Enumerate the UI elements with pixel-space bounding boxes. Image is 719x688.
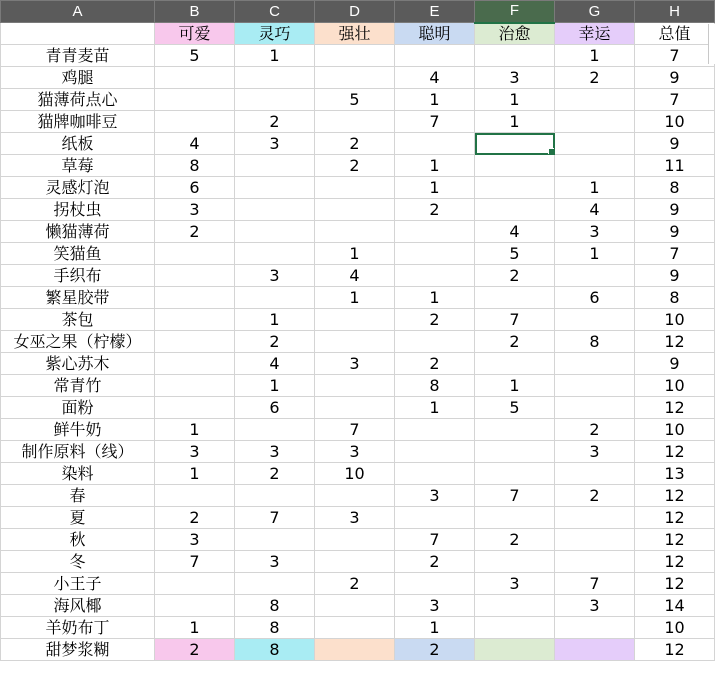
cell-g[interactable]: 1 xyxy=(555,177,635,199)
cell-d[interactable]: 1 xyxy=(315,243,395,265)
cell-g[interactable] xyxy=(555,507,635,529)
cell-f[interactable]: 7 xyxy=(475,309,555,331)
cell-c[interactable] xyxy=(235,573,315,595)
cell-h[interactable]: 7 xyxy=(635,243,715,265)
item-name-cell[interactable]: 猫牌咖啡豆 xyxy=(1,111,155,133)
cell-g[interactable]: 4 xyxy=(555,199,635,221)
cell-e[interactable]: 7 xyxy=(395,529,475,551)
column-header-g[interactable]: G xyxy=(555,1,635,23)
cell-b[interactable] xyxy=(155,243,235,265)
table-row xyxy=(1,221,715,243)
cell-f[interactable]: 1 xyxy=(475,111,555,133)
cell-e[interactable]: 1 xyxy=(395,89,475,111)
cell-f[interactable] xyxy=(475,441,555,463)
cell-c[interactable] xyxy=(235,287,315,309)
cell-b[interactable]: 4 xyxy=(155,133,235,155)
item-name-cell[interactable]: 秋 xyxy=(1,529,155,551)
cell-b[interactable]: 1 xyxy=(155,463,235,485)
item-name-cell[interactable]: 繁星胶带 xyxy=(1,287,155,309)
table-row xyxy=(1,287,715,309)
item-name-cell[interactable]: 鲜牛奶 xyxy=(1,419,155,441)
item-name-cell[interactable]: 拐杖虫 xyxy=(1,199,155,221)
table-row xyxy=(1,573,715,595)
cell-g[interactable] xyxy=(555,309,635,331)
cell-e[interactable]: 1 xyxy=(395,287,475,309)
cell-h[interactable]: 8 xyxy=(635,287,715,309)
item-name-cell[interactable]: 茶包 xyxy=(1,309,155,331)
cell-d[interactable] xyxy=(315,45,395,67)
cell-f[interactable]: 7 xyxy=(475,485,555,507)
cell-h[interactable]: 12 xyxy=(635,397,715,419)
cell-e[interactable] xyxy=(395,331,475,353)
cell-h[interactable]: 12 xyxy=(635,331,715,353)
attribute-header-g[interactable]: 幸运 xyxy=(555,23,635,45)
cell-c[interactable] xyxy=(235,67,315,89)
cell-h[interactable]: 8 xyxy=(635,177,715,199)
cell-c[interactable]: 2 xyxy=(235,331,315,353)
cell-e[interactable] xyxy=(395,441,475,463)
cell-g[interactable] xyxy=(555,155,635,177)
cell-g[interactable] xyxy=(555,529,635,551)
cell-g[interactable] xyxy=(555,89,635,111)
cell-h[interactable]: 12 xyxy=(635,573,715,595)
item-name-cell[interactable]: 夏 xyxy=(1,507,155,529)
cell-d[interactable] xyxy=(315,485,395,507)
cell-d[interactable]: 2 xyxy=(315,573,395,595)
table-row xyxy=(1,551,715,573)
cell-f[interactable]: 2 xyxy=(475,529,555,551)
item-name-cell[interactable]: 冬 xyxy=(1,551,155,573)
cell-f[interactable] xyxy=(475,287,555,309)
cell-h[interactable]: 7 xyxy=(635,45,715,67)
cell-e[interactable]: 1 xyxy=(395,177,475,199)
cell-f[interactable] xyxy=(475,155,555,177)
cell-d[interactable]: 3 xyxy=(315,441,395,463)
item-name-cell[interactable]: 女巫之果（柠檬） xyxy=(1,331,155,353)
cell-f[interactable] xyxy=(475,617,555,639)
cell-d[interactable] xyxy=(315,595,395,617)
cell-e[interactable]: 7 xyxy=(395,111,475,133)
item-name-cell[interactable]: 猫薄荷点心 xyxy=(1,89,155,111)
cell-c[interactable]: 8 xyxy=(235,639,315,661)
cell-f[interactable] xyxy=(475,507,555,529)
cell-c[interactable] xyxy=(235,243,315,265)
cell-g[interactable] xyxy=(555,265,635,287)
attribute-header-e[interactable]: 聪明 xyxy=(395,23,475,45)
item-name-cell[interactable]: 海风椰 xyxy=(1,595,155,617)
cell-g[interactable]: 3 xyxy=(555,441,635,463)
cell-e[interactable] xyxy=(395,463,475,485)
cell-b[interactable]: 2 xyxy=(155,507,235,529)
cell-e[interactable]: 2 xyxy=(395,353,475,375)
cell-f[interactable] xyxy=(475,353,555,375)
attribute-header-b[interactable]: 可爱 xyxy=(155,23,235,45)
cell-f[interactable]: 2 xyxy=(475,331,555,353)
table-row xyxy=(1,419,715,441)
attribute-header-c[interactable]: 灵巧 xyxy=(235,23,315,45)
table-row xyxy=(1,507,715,529)
table-row xyxy=(1,155,715,177)
cell-b[interactable] xyxy=(155,309,235,331)
item-name-cell[interactable]: 懒猫薄荷 xyxy=(1,221,155,243)
item-name-cell[interactable]: 甜梦浆糊 xyxy=(1,639,155,661)
cell-b[interactable]: 1 xyxy=(155,617,235,639)
cell-d[interactable] xyxy=(315,617,395,639)
cell-e[interactable]: 2 xyxy=(395,199,475,221)
cell-d[interactable]: 7 xyxy=(315,419,395,441)
table-row xyxy=(1,45,715,67)
cell-c[interactable]: 2 xyxy=(235,463,315,485)
cell-h[interactable]: 9 xyxy=(635,133,715,155)
cell-b[interactable]: 7 xyxy=(155,551,235,573)
cell-f[interactable]: 2 xyxy=(475,265,555,287)
cell-b[interactable] xyxy=(155,595,235,617)
cell-h[interactable]: 10 xyxy=(635,375,715,397)
cell-h[interactable]: 9 xyxy=(635,353,715,375)
cell-f[interactable]: 3 xyxy=(475,573,555,595)
cell-g[interactable]: 1 xyxy=(555,45,635,67)
cell-b[interactable]: 3 xyxy=(155,199,235,221)
cell-b[interactable] xyxy=(155,67,235,89)
cell-f[interactable] xyxy=(475,639,555,661)
cell-d[interactable] xyxy=(315,331,395,353)
item-name-cell[interactable]: 笑猫鱼 xyxy=(1,243,155,265)
cell-e[interactable] xyxy=(395,265,475,287)
cell-c[interactable]: 3 xyxy=(235,441,315,463)
cell-c[interactable]: 3 xyxy=(235,133,315,155)
cell-g[interactable] xyxy=(555,463,635,485)
column-header-f[interactable]: F xyxy=(475,1,555,23)
cell-b[interactable] xyxy=(155,89,235,111)
cell-f[interactable]: 1 xyxy=(475,375,555,397)
cell-c[interactable] xyxy=(235,419,315,441)
cell-e[interactable] xyxy=(395,573,475,595)
cell-c[interactable]: 1 xyxy=(235,375,315,397)
cell-b[interactable] xyxy=(155,573,235,595)
cell-c[interactable] xyxy=(235,485,315,507)
cell-c[interactable] xyxy=(235,199,315,221)
cell-f[interactable] xyxy=(475,45,555,67)
table-row xyxy=(1,133,715,155)
cell-g[interactable] xyxy=(555,353,635,375)
cell-f[interactable] xyxy=(475,199,555,221)
cell-e[interactable] xyxy=(395,243,475,265)
cell-g[interactable] xyxy=(555,397,635,419)
attribute-header-row xyxy=(1,23,715,45)
cell-e[interactable] xyxy=(395,507,475,529)
cell-e[interactable] xyxy=(395,133,475,155)
cell-g[interactable]: 2 xyxy=(555,419,635,441)
cell-d[interactable]: 10 xyxy=(315,463,395,485)
cell-b[interactable] xyxy=(155,287,235,309)
cell-c[interactable] xyxy=(235,89,315,111)
item-name-cell[interactable]: 鸡腿 xyxy=(1,67,155,89)
item-name-cell[interactable]: 制作原料（线） xyxy=(1,441,155,463)
cell-b[interactable]: 2 xyxy=(155,639,235,661)
cell-b[interactable]: 8 xyxy=(155,155,235,177)
cell-b[interactable]: 5 xyxy=(155,45,235,67)
cell-b[interactable]: 3 xyxy=(155,441,235,463)
cell-b[interactable]: 1 xyxy=(155,419,235,441)
cell-f[interactable] xyxy=(475,595,555,617)
cell-d[interactable] xyxy=(315,529,395,551)
table-row xyxy=(1,243,715,265)
cell-e[interactable]: 4 xyxy=(395,67,475,89)
fill-handle[interactable] xyxy=(548,148,555,155)
table-row xyxy=(1,177,715,199)
cell-h[interactable]: 12 xyxy=(635,485,715,507)
cell-b[interactable]: 2 xyxy=(155,221,235,243)
cell-g[interactable]: 2 xyxy=(555,67,635,89)
cell-h[interactable]: 10 xyxy=(635,309,715,331)
cell-b[interactable] xyxy=(155,111,235,133)
cell-g[interactable]: 7 xyxy=(555,573,635,595)
cell-b[interactable]: 6 xyxy=(155,177,235,199)
cell-g[interactable] xyxy=(555,639,635,661)
cell-b[interactable] xyxy=(155,375,235,397)
cell-d[interactable] xyxy=(315,639,395,661)
cell-f[interactable] xyxy=(475,177,555,199)
table-row xyxy=(1,265,715,287)
cell-d[interactable] xyxy=(315,397,395,419)
table-row xyxy=(1,111,715,133)
cell-f[interactable] xyxy=(475,419,555,441)
cell-e[interactable]: 2 xyxy=(395,309,475,331)
cell-e[interactable] xyxy=(395,221,475,243)
attribute-header-f[interactable]: 治愈 xyxy=(475,23,555,45)
active-cell[interactable] xyxy=(475,133,555,155)
table-row xyxy=(1,89,715,111)
cell-e[interactable]: 3 xyxy=(395,485,475,507)
cell-h[interactable]: 10 xyxy=(635,419,715,441)
cell-h[interactable]: 7 xyxy=(635,89,715,111)
cell-f[interactable]: 3 xyxy=(475,67,555,89)
cell-d[interactable]: 3 xyxy=(315,353,395,375)
cell-d[interactable] xyxy=(315,551,395,573)
cell-g[interactable] xyxy=(555,133,635,155)
cell-d[interactable]: 1 xyxy=(315,287,395,309)
cell-f[interactable] xyxy=(475,463,555,485)
cell-c[interactable] xyxy=(235,155,315,177)
cell-e[interactable]: 3 xyxy=(395,595,475,617)
cell-h[interactable]: 9 xyxy=(635,67,715,89)
cell-g[interactable] xyxy=(555,617,635,639)
item-name-cell[interactable]: 青青麦苗 xyxy=(1,45,155,67)
cell-c[interactable] xyxy=(235,529,315,551)
cell-b[interactable] xyxy=(155,353,235,375)
right-edge-partial-column xyxy=(708,24,719,64)
item-name-cell[interactable]: 染料 xyxy=(1,463,155,485)
cell-d[interactable] xyxy=(315,67,395,89)
cell-h[interactable]: 12 xyxy=(635,639,715,661)
cell-h[interactable]: 9 xyxy=(635,199,715,221)
cell-g[interactable] xyxy=(555,111,635,133)
column-header-h[interactable]: H xyxy=(635,1,715,23)
column-header-b[interactable]: B xyxy=(155,1,235,23)
item-name-cell[interactable]: 春 xyxy=(1,485,155,507)
item-name-cell[interactable]: 灵感灯泡 xyxy=(1,177,155,199)
cell-d[interactable]: 5 xyxy=(315,89,395,111)
cell-h[interactable]: 10 xyxy=(635,617,715,639)
table-row xyxy=(1,353,715,375)
item-name-cell[interactable]: 羊奶布丁 xyxy=(1,617,155,639)
cell-d[interactable]: 4 xyxy=(315,265,395,287)
cell-g[interactable]: 8 xyxy=(555,331,635,353)
cell-c[interactable]: 8 xyxy=(235,617,315,639)
cell-c[interactable]: 4 xyxy=(235,353,315,375)
cell-d[interactable] xyxy=(315,177,395,199)
cell-d[interactable] xyxy=(315,199,395,221)
item-name-cell[interactable]: 手织布 xyxy=(1,265,155,287)
cell-d[interactable]: 2 xyxy=(315,133,395,155)
item-name-cell[interactable]: 紫心苏木 xyxy=(1,353,155,375)
cell-e[interactable]: 1 xyxy=(395,155,475,177)
table-row xyxy=(1,639,715,661)
cell-b[interactable]: 3 xyxy=(155,529,235,551)
cell-c[interactable] xyxy=(235,177,315,199)
cell-e[interactable]: 2 xyxy=(395,551,475,573)
column-header-e[interactable]: E xyxy=(395,1,475,23)
cell-b[interactable] xyxy=(155,265,235,287)
cell-c[interactable]: 3 xyxy=(235,551,315,573)
column-header-a[interactable]: A xyxy=(1,1,155,23)
cell-b[interactable] xyxy=(155,331,235,353)
table-row xyxy=(1,595,715,617)
cell-h[interactable]: 12 xyxy=(635,441,715,463)
cell-h[interactable]: 9 xyxy=(635,221,715,243)
cell-f[interactable]: 5 xyxy=(475,243,555,265)
cell-c[interactable]: 7 xyxy=(235,507,315,529)
cell-g[interactable]: 6 xyxy=(555,287,635,309)
cell-g[interactable]: 1 xyxy=(555,243,635,265)
table-row xyxy=(1,617,715,639)
table-row xyxy=(1,463,715,485)
cell-f[interactable] xyxy=(475,551,555,573)
cell-h[interactable]: 9 xyxy=(635,265,715,287)
cell-h[interactable]: 11 xyxy=(635,155,715,177)
item-name-cell[interactable]: 草莓 xyxy=(1,155,155,177)
cell-c[interactable]: 3 xyxy=(235,265,315,287)
cell-e[interactable] xyxy=(395,45,475,67)
cell-h[interactable]: 10 xyxy=(635,111,715,133)
cell-f[interactable]: 4 xyxy=(475,221,555,243)
cell-f[interactable]: 1 xyxy=(475,89,555,111)
cell-d[interactable] xyxy=(315,309,395,331)
cell-g[interactable]: 3 xyxy=(555,221,635,243)
cell-h[interactable]: 12 xyxy=(635,551,715,573)
table-row xyxy=(1,67,715,89)
table-row xyxy=(1,529,715,551)
cell-c[interactable] xyxy=(235,221,315,243)
cell-b[interactable] xyxy=(155,485,235,507)
cell-c[interactable]: 8 xyxy=(235,595,315,617)
cell-e[interactable]: 2 xyxy=(395,639,475,661)
cell-c[interactable]: 2 xyxy=(235,111,315,133)
cell-e[interactable]: 1 xyxy=(395,617,475,639)
cell-b[interactable] xyxy=(155,397,235,419)
cell-d[interactable]: 3 xyxy=(315,507,395,529)
attribute-header-a[interactable] xyxy=(1,23,155,45)
item-name-cell[interactable]: 面粉 xyxy=(1,397,155,419)
cell-f[interactable]: 5 xyxy=(475,397,555,419)
item-name-cell[interactable]: 纸板 xyxy=(1,133,155,155)
table-row xyxy=(1,441,715,463)
cell-h[interactable]: 12 xyxy=(635,507,715,529)
cell-g[interactable] xyxy=(555,375,635,397)
cell-d[interactable] xyxy=(315,221,395,243)
table-row xyxy=(1,331,715,353)
column-header-row xyxy=(1,1,715,23)
cell-h[interactable]: 12 xyxy=(635,529,715,551)
cell-e[interactable]: 1 xyxy=(395,397,475,419)
table-row xyxy=(1,309,715,331)
cell-e[interactable] xyxy=(395,419,475,441)
item-name-cell[interactable]: 常青竹 xyxy=(1,375,155,397)
table-row xyxy=(1,397,715,419)
cell-c[interactable]: 1 xyxy=(235,309,315,331)
cell-h[interactable]: 14 xyxy=(635,595,715,617)
cell-h[interactable]: 13 xyxy=(635,463,715,485)
item-name-cell[interactable]: 小王子 xyxy=(1,573,155,595)
cell-g[interactable] xyxy=(555,551,635,573)
cell-g[interactable]: 2 xyxy=(555,485,635,507)
table-row xyxy=(1,199,715,221)
column-header-c[interactable]: C xyxy=(235,1,315,23)
cell-e[interactable]: 8 xyxy=(395,375,475,397)
cell-d[interactable] xyxy=(315,375,395,397)
table-row xyxy=(1,485,715,507)
attribute-header-d[interactable]: 强壮 xyxy=(315,23,395,45)
attribute-header-h[interactable]: 总值 xyxy=(635,23,715,45)
cell-d[interactable] xyxy=(315,111,395,133)
cell-c[interactable]: 1 xyxy=(235,45,315,67)
cell-c[interactable]: 6 xyxy=(235,397,315,419)
column-header-d[interactable]: D xyxy=(315,1,395,23)
table-row xyxy=(1,375,715,397)
cell-g[interactable]: 3 xyxy=(555,595,635,617)
cell-d[interactable]: 2 xyxy=(315,155,395,177)
